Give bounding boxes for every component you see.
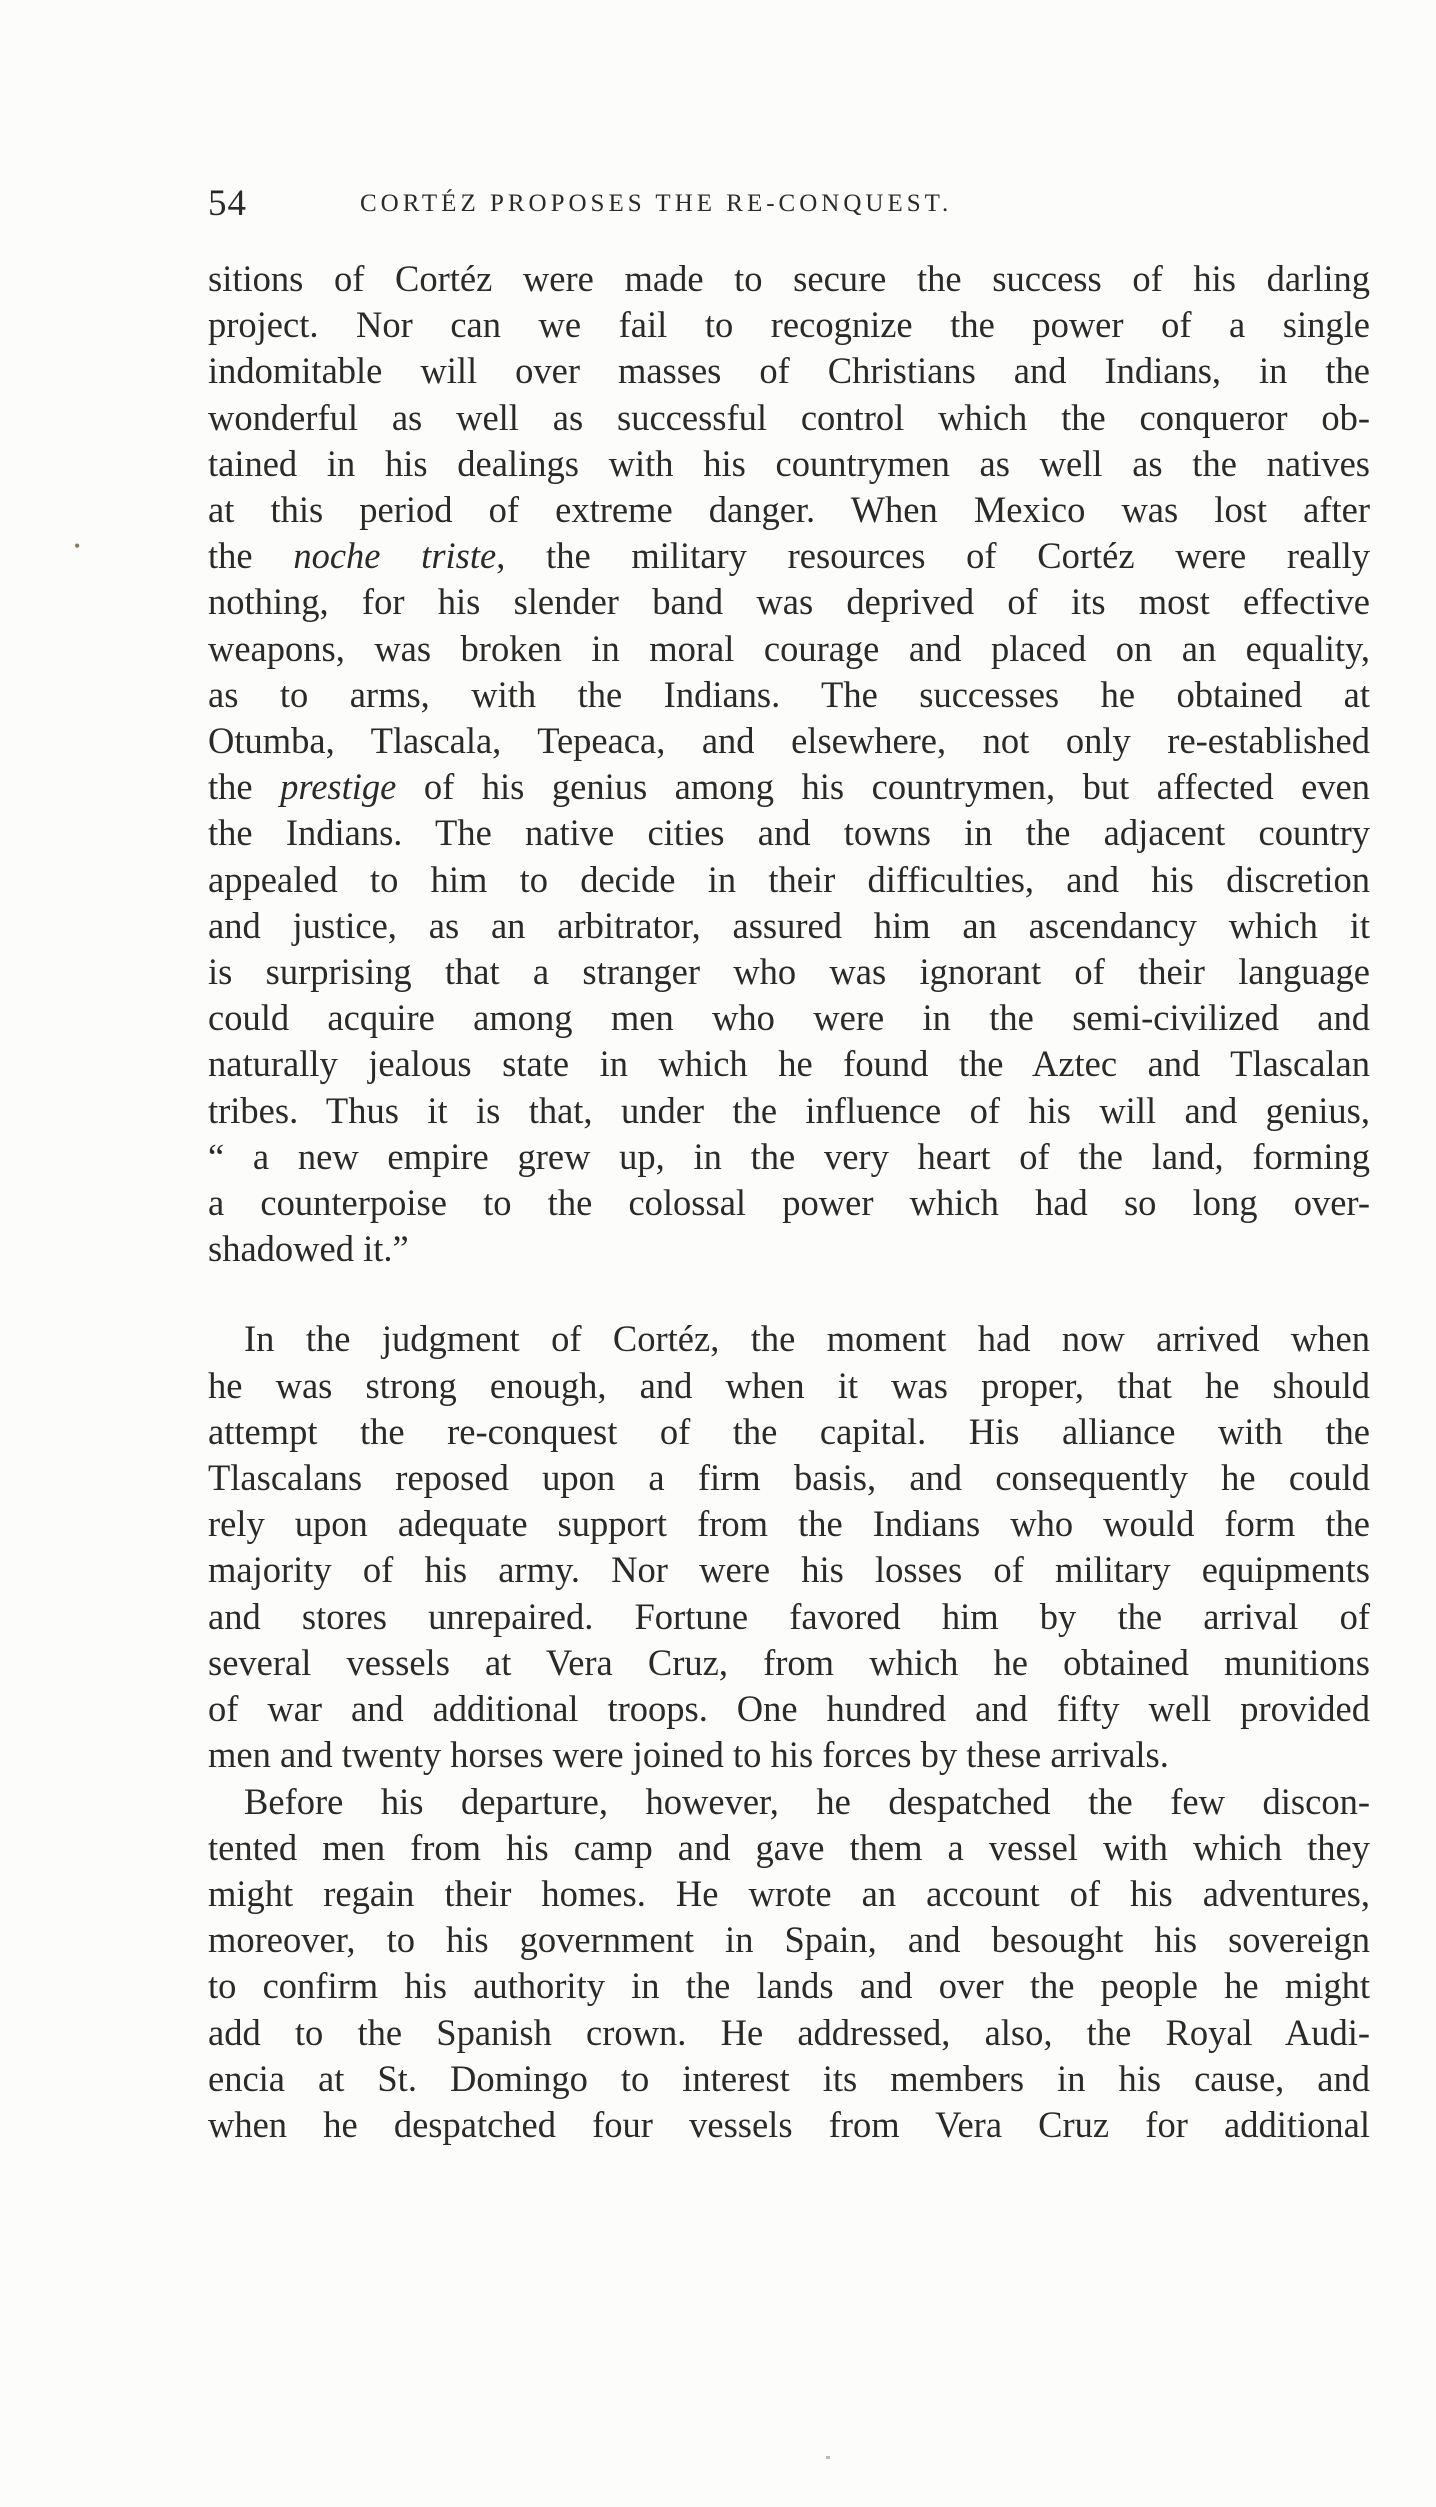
text-line: shadowed it.” xyxy=(208,1228,409,1270)
book-page xyxy=(208,182,1370,2148)
text-line: project. Nor can we fail to recognize the power of a single xyxy=(208,304,1370,346)
text-line: of war and additional troops. One hundred and fifty well provided xyxy=(208,1688,1370,1730)
text-line: weapons, was broken in moral courage and placed on an equality, xyxy=(208,627,1370,669)
text-line: when he despatched four vessels from Vera Cruz for additional xyxy=(208,2103,1370,2145)
text-line: moreover, to his government in Spain, and besought his sovereign xyxy=(208,1919,1370,1961)
text-line: and stores unrepaired. Fortune favored him by the arrival of xyxy=(208,1595,1370,1637)
text-line: add to the Spanish crown. He addressed, also, the Royal Audi- xyxy=(208,2011,1370,2053)
running-title: CORTÉZ PROPOSES THE RE-CONQUEST. xyxy=(360,190,953,217)
text-line: tained in his dealings with his countrymen as well as the natives xyxy=(208,442,1370,484)
text-line: In the judgment of Cortéz, the moment had now arrived when xyxy=(244,1318,1370,1360)
text-line: could acquire among men who were in the semi-civilized and xyxy=(208,997,1370,1039)
text-line: might regain their homes. He wrote an account of his adventures, xyxy=(208,1872,1370,1914)
text-line: attempt the re-conquest of the capital. His alliance with the xyxy=(208,1410,1370,1452)
text-line: the Indians. The native cities and towns in the adjacent country xyxy=(208,812,1370,854)
text-line: is surprising that a stranger who was ignorant of their language xyxy=(208,951,1370,993)
margin-mark: • xyxy=(74,536,81,556)
text-line: naturally jealous state in which he found the Aztec and Tlascalan xyxy=(208,1043,1370,1085)
text-line: to confirm his authority in the lands and over the people he might xyxy=(208,1965,1370,2007)
text-line: indomitable will over masses of Christians and Indians, in the xyxy=(208,350,1370,392)
text-line: tribes. Thus it is that, under the influence of his will and genius, xyxy=(208,1089,1370,1131)
paragraph-2 xyxy=(208,1316,1370,1778)
text-line: as to arms, with the Indians. The successes he obtained at xyxy=(208,673,1370,715)
text-line: he was strong enough, and when it was proper, that he should xyxy=(208,1364,1370,1406)
text-line: majority of his army. Nor were his losses of military equipments xyxy=(208,1549,1370,1591)
text-line: tented men from his camp and gave them a vessel with which they xyxy=(208,1826,1370,1868)
text-line: sitions of Cortéz were made to secure the success of his darling xyxy=(208,258,1370,299)
text-line: the noche triste, the military resources of Cortéz were really xyxy=(208,535,1371,577)
text-line: encia at St. Domingo to interest its members in his cause, and xyxy=(208,2057,1370,2099)
text-line: Before his departure, however, he despatched the few discon- xyxy=(244,1780,1370,1822)
paragraph-1 xyxy=(208,256,1370,1272)
text-line: appealed to him to decide in their difficulties, and his discretion xyxy=(208,858,1370,900)
text-line: at this period of extreme danger. When Mexico was lost after xyxy=(208,489,1370,531)
running-head xyxy=(208,182,1370,242)
text-line: the prestige of his genius among his countrymen, but affected even xyxy=(208,766,1370,808)
text-line: rely upon adequate support from the Indians who would form the xyxy=(208,1503,1370,1545)
paragraph-3 xyxy=(208,1779,1370,2149)
bottom-speck xyxy=(826,2456,830,2459)
page-number: 54 xyxy=(208,183,247,224)
text-line: Otumba, Tlascala, Tepeaca, and elsewhere, not only re-established xyxy=(208,720,1370,762)
text-line: nothing, for his slender band was deprived of its most effective xyxy=(208,581,1370,623)
text-line: men and twenty horses were joined to his forces by these arrivals. xyxy=(208,1734,1169,1776)
text-line: wonderful as well as successful control which the conqueror ob- xyxy=(208,396,1370,438)
text-line: “ a new empire grew up, in the very heart of the land, forming xyxy=(208,1135,1370,1177)
text-line: a counterpoise to the colossal power which had so long over- xyxy=(208,1182,1370,1224)
text-line: Tlascalans reposed upon a firm basis, and consequently he could xyxy=(208,1457,1370,1499)
text-line: and justice, as an arbitrator, assured him an ascendancy which it xyxy=(208,904,1370,946)
text-line: several vessels at Vera Cruz, from which he obtained munitions xyxy=(208,1641,1370,1683)
